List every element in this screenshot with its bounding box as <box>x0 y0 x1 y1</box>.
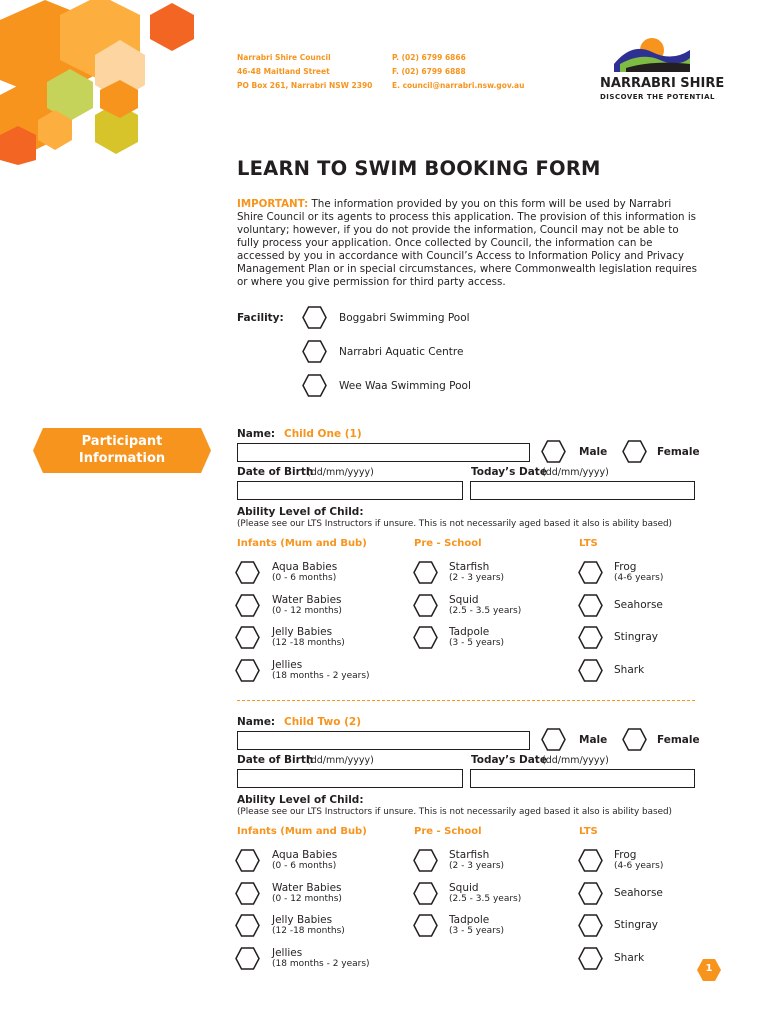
participant-information-label: Participant Information <box>78 434 166 466</box>
dob-field[interactable] <box>237 481 463 500</box>
preschool-level-age: (2.5 - 3.5 years) <box>449 893 522 904</box>
infants-level-checkbox[interactable] <box>235 914 260 937</box>
infants-level-age: (12 -18 months) <box>272 926 345 936</box>
preschool-level-name: Starfish <box>449 849 490 861</box>
col-lts-heading: LTS <box>579 538 598 549</box>
lts-level-checkbox[interactable] <box>578 914 603 937</box>
logo-tagline: DISCOVER THE POTENTIAL <box>600 93 715 101</box>
preschool-level-age: (3 - 5 years) <box>449 926 505 936</box>
lts-level-age: (4-6 years) <box>614 861 664 871</box>
preschool-level-age: (2 - 3 years) <box>449 573 505 583</box>
facility-option-label: Boggabri Swimming Pool <box>339 312 470 324</box>
ability-label: Ability Level of Child: <box>237 794 364 806</box>
preschool-level-checkbox[interactable] <box>413 594 438 617</box>
male-checkbox[interactable] <box>541 440 566 463</box>
col-infants-heading: Infants (Mum and Bub) <box>237 538 367 549</box>
lts-level-name: Shark <box>614 951 645 964</box>
today-label: Today’s Date <box>471 754 547 766</box>
phone: P. (02) 6799 6866 <box>392 53 466 62</box>
name-label: Name: <box>237 716 276 728</box>
female-label: Female <box>657 446 700 458</box>
form-title: LEARN TO SWIM BOOKING FORM <box>237 157 601 180</box>
page-number: 1 <box>705 963 713 974</box>
lts-level-name: Frog <box>614 849 637 861</box>
infants-level-checkbox[interactable] <box>235 626 260 649</box>
male-label: Male <box>579 734 608 746</box>
preschool-level-name: Tadpole <box>449 626 490 638</box>
dob-format: (dd/mm/yyyy) <box>307 755 374 766</box>
infants-level-name: Jellies <box>272 658 303 671</box>
lts-level-checkbox[interactable] <box>578 947 603 970</box>
lts-level-checkbox[interactable] <box>578 659 603 682</box>
preschool-level-name: Squid <box>449 593 479 606</box>
lts-level-checkbox[interactable] <box>578 882 603 905</box>
email: E. council@narrabri.nsw.gov.au <box>392 81 525 90</box>
female-label: Female <box>657 734 700 746</box>
logo-name: NARRABRI SHIRE <box>600 76 725 91</box>
infants-level-checkbox[interactable] <box>235 594 260 617</box>
lts-level-checkbox[interactable] <box>578 626 603 649</box>
preschool-level-checkbox[interactable] <box>413 626 438 649</box>
male-label: Male <box>579 446 608 458</box>
important-text: The information provided by you on this form will be used by Narrabri Shire Council or its agents to process this application. The provision of this information is voluntary; however, if you do not provide the information, Council may not be able to fully process your application. Once collected by Council, the information can be accessed by you in accordance with Council’s Access to Information Policy and Privacy Management Plan or in special circumstances, where Commonwealth legislation requires or where you give permission for third party access. <box>237 198 697 288</box>
lts-level-name: Stingray <box>614 631 658 643</box>
col-preschool-heading: Pre - School <box>414 826 482 837</box>
infants-level-name: Aqua Babies <box>272 849 338 861</box>
preschool-level-name: Squid <box>449 881 479 894</box>
today-field[interactable] <box>470 769 695 788</box>
lts-level-age: (4-6 years) <box>614 573 664 583</box>
female-checkbox[interactable] <box>622 728 647 751</box>
preschool-level-age: (3 - 5 years) <box>449 638 505 648</box>
infants-level-age: (12 -18 months) <box>272 638 345 648</box>
today-field[interactable] <box>470 481 695 500</box>
dob-format: (dd/mm/yyyy) <box>307 467 374 478</box>
ability-note: (Please see our LTS Instructors if unsure. This is not necessarily aged based it also is ability based) <box>237 807 672 817</box>
infants-level-checkbox[interactable] <box>235 849 260 872</box>
infants-level-checkbox[interactable] <box>235 947 260 970</box>
female-checkbox[interactable] <box>622 440 647 463</box>
preschool-level-age: (2 - 3 years) <box>449 861 505 871</box>
lts-level-name: Seahorse <box>614 886 663 899</box>
preschool-level-checkbox[interactable] <box>413 849 438 872</box>
dob-field[interactable] <box>237 769 463 788</box>
infants-level-name: Water Babies <box>272 593 342 606</box>
child-heading: Child Two (2) <box>284 716 362 728</box>
preschool-level-name: Tadpole <box>449 914 490 926</box>
infants-level-age: (0 - 12 months) <box>272 605 342 616</box>
infants-level-age: (0 - 12 months) <box>272 893 342 904</box>
narrabri-logo-icon <box>612 34 692 74</box>
col-lts-heading: LTS <box>579 826 598 837</box>
male-checkbox[interactable] <box>541 728 566 751</box>
name-label: Name: <box>237 428 276 440</box>
decorative-hexagons <box>0 0 200 165</box>
col-preschool-heading: Pre - School <box>414 538 482 549</box>
dob-label: Date of Birth <box>237 754 314 766</box>
infants-level-age: (0 - 6 months) <box>272 861 337 871</box>
infants-level-checkbox[interactable] <box>235 659 260 682</box>
preschool-level-checkbox[interactable] <box>413 561 438 584</box>
infants-level-age: (0 - 6 months) <box>272 573 337 583</box>
preschool-level-name: Starfish <box>449 561 490 573</box>
facility-checkbox-0[interactable] <box>302 306 327 329</box>
lts-level-name: Shark <box>614 663 645 676</box>
lts-level-name: Frog <box>614 561 637 573</box>
infants-level-name: Jelly Babies <box>272 914 333 926</box>
infants-level-name: Aqua Babies <box>272 561 338 573</box>
infants-level-checkbox[interactable] <box>235 561 260 584</box>
lts-level-checkbox[interactable] <box>578 849 603 872</box>
infants-level-name: Jelly Babies <box>272 626 333 638</box>
ability-note: (Please see our LTS Instructors if unsure. This is not necessarily aged based it also is ability based) <box>237 519 672 529</box>
preschool-level-checkbox[interactable] <box>413 882 438 905</box>
ability-label: Ability Level of Child: <box>237 506 364 518</box>
org-name: Narrabri Shire Council <box>237 53 331 62</box>
lts-level-checkbox[interactable] <box>578 561 603 584</box>
important-label: IMPORTANT: <box>237 198 309 210</box>
facility-option-label: Narrabri Aquatic Centre <box>339 346 464 358</box>
today-format: (dd/mm/yyyy) <box>542 755 609 766</box>
lts-level-name: Seahorse <box>614 598 663 611</box>
child-heading: Child One (1) <box>284 428 362 440</box>
facility-option-label: Wee Waa Swimming Pool <box>339 380 471 392</box>
today-format: (dd/mm/yyyy) <box>542 467 609 478</box>
infants-level-age: (18 months - 2 years) <box>272 958 370 969</box>
preschool-level-age: (2.5 - 3.5 years) <box>449 605 522 616</box>
infants-level-name: Water Babies <box>272 881 342 894</box>
fax: F. (02) 6799 6888 <box>392 67 466 76</box>
child-name-field[interactable] <box>237 443 530 462</box>
infants-level-checkbox[interactable] <box>235 882 260 905</box>
lts-level-checkbox[interactable] <box>578 594 603 617</box>
address-line1: 46-48 Maitland Street <box>237 67 330 76</box>
dob-label: Date of Birth <box>237 466 314 478</box>
today-label: Today’s Date <box>471 466 547 478</box>
address-line2: PO Box 261, Narrabri NSW 2390 <box>237 81 373 90</box>
child-separator <box>237 700 695 701</box>
facility-checkbox-2[interactable] <box>302 374 327 397</box>
privacy-notice <box>237 198 697 289</box>
col-infants-heading: Infants (Mum and Bub) <box>237 826 367 837</box>
child-name-field[interactable] <box>237 731 530 750</box>
infants-level-age: (18 months - 2 years) <box>272 670 370 681</box>
infants-level-name: Jellies <box>272 946 303 959</box>
preschool-level-checkbox[interactable] <box>413 914 438 937</box>
lts-level-name: Stingray <box>614 919 658 931</box>
facility-label: Facility: <box>237 312 284 324</box>
facility-checkbox-1[interactable] <box>302 340 327 363</box>
